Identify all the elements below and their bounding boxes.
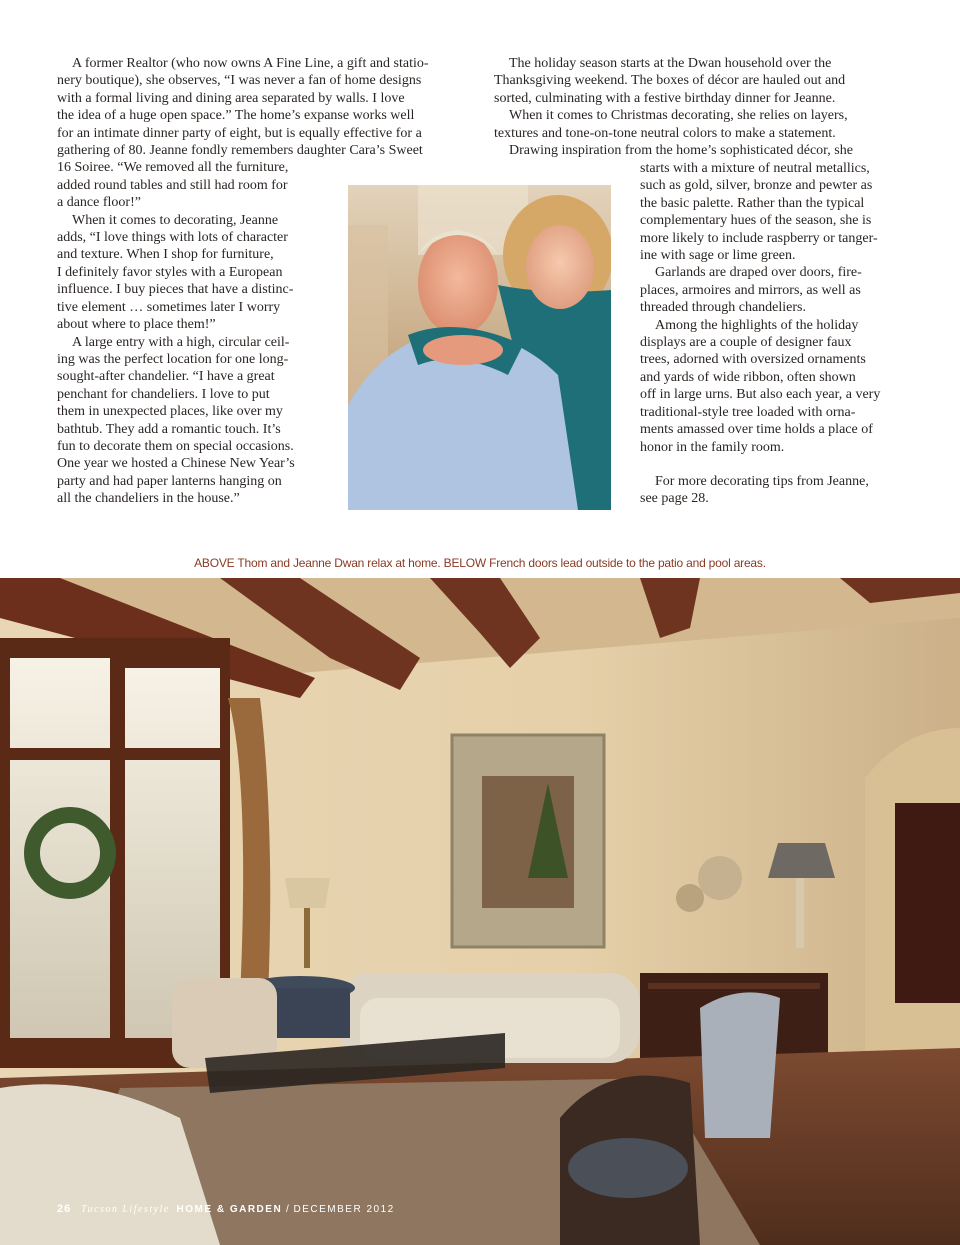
text-line: off in large urns. But also each year, a very (640, 387, 881, 403)
text-line: all the chandeliers in the house.” (57, 491, 240, 507)
text-line: party and had paper lanterns hanging on (57, 473, 282, 489)
article-right-column-top (494, 55, 904, 159)
text-line: about where to place them!” (57, 317, 216, 333)
text-line: sought-after chandelier. “I have a great (57, 369, 275, 385)
paragraph-highlights (640, 317, 906, 456)
text-line: added round tables and still had room for (57, 177, 288, 193)
paragraph-holiday-season (494, 55, 904, 107)
text-line: see page 28. (640, 491, 709, 507)
text-line: ing was the perfect location for one long- (57, 351, 289, 367)
text-line: the basic palette. Rather than the typical (640, 195, 865, 211)
text-line: adds, “I love things with lots of character (57, 230, 288, 246)
paragraph-garlands (640, 264, 906, 316)
text-line: honor in the family room. (640, 439, 785, 455)
text-line: threaded through chandeliers. (640, 300, 806, 316)
text-line: One year we hosted a Chinese New Year’s (57, 456, 295, 472)
paragraph-inspiration-start (494, 142, 904, 159)
text-line: Drawing inspiration from the home’s sophisticated décor, she (509, 143, 853, 159)
text-line: gathering of 80. Jeanne fondly remembers daughter Cara’s Sweet (57, 143, 423, 159)
text-line: fun to decorate them on special occasions. (57, 438, 294, 454)
text-line: displays are a couple of designer faux (640, 335, 852, 351)
text-line: with a formal living and dining area separated by walls. I love (57, 90, 405, 106)
text-line: tive element … sometimes later I worry (57, 299, 281, 315)
text-line: and texture. When I shop for furniture, (57, 247, 274, 263)
magazine-name-script: Tucson Lifestyle (81, 1204, 170, 1215)
text-line: complementary hues of the season, she is (640, 213, 872, 229)
couple-portrait-photo (348, 185, 611, 510)
text-line: Thanksgiving weekend. The boxes of décor are hauled out and (494, 73, 846, 89)
text-line: trees, adorned with oversized ornaments (640, 352, 866, 368)
magazine-name-caps: HOME & GARDEN (176, 1204, 283, 1215)
paragraph-christmas (494, 107, 904, 142)
portrait-illustration (348, 185, 611, 510)
living-room-photo (0, 578, 960, 1245)
text-line: When it comes to decorating, Jeanne (72, 212, 279, 228)
text-line: ine with sage or lime green. (640, 248, 796, 264)
paragraph-more-tips (640, 473, 906, 508)
text-line: The holiday season starts at the Dwan household over the (509, 56, 832, 71)
text-line: for an intimate dinner party of eight, but is equally effective for a (57, 125, 422, 141)
text-line: For more decorating tips from Jeanne, (655, 473, 869, 489)
paragraph-inspiration-cont (640, 160, 906, 264)
page-number: 26 (57, 1203, 72, 1215)
text-line: I definitely favor styles with a European (57, 264, 283, 280)
text-line: nery boutique), she observes, “I was never a fan of home designs (57, 73, 422, 89)
text-line: A large entry with a high, circular ceil- (72, 334, 290, 350)
text-line: such as gold, silver, bronze and pewter as (640, 178, 873, 194)
text-line: and yards of wide ribbon, often shown (640, 369, 856, 385)
text-line: more likely to include raspberry or tanger- (640, 230, 878, 246)
text-line: a dance floor!” (57, 195, 141, 211)
text-line: textures and tone-on-tone neutral colors to make a statement. (494, 125, 836, 141)
text-line: influence. I buy pieces that have a distinc- (57, 282, 294, 298)
text-line: them in unexpected places, like over my (57, 404, 283, 420)
footer-separator: / (285, 1204, 290, 1215)
text-line: ments amassed over time holds a place of (640, 422, 873, 438)
text-line: starts with a mixture of neutral metallics, (640, 161, 870, 176)
text-line: penchant for chandeliers. I love to put (57, 386, 270, 402)
text-line: Among the highlights of the holiday (655, 317, 859, 333)
text-line: the idea of a huge open space.” The home’s expanse works well (57, 108, 415, 124)
living-room-illustration (0, 578, 960, 1245)
text-line: bathtub. They add a romantic touch. It’s (57, 421, 281, 437)
text-line: 16 Soiree. “We removed all the furniture, (57, 160, 289, 176)
article-right-column-bottom (640, 160, 906, 508)
text-line: places, armoires and mirrors, as well as (640, 282, 861, 298)
issue-date: DECEMBER 2012 (293, 1204, 395, 1215)
text-line: traditional-style tree loaded with orna- (640, 404, 856, 420)
text-line: sorted, culminating with a festive birthday dinner for Jeanne. (494, 90, 836, 106)
page-footer (57, 1203, 395, 1215)
photo-caption: ABOVE Thom and Jeanne Dwan relax at home. BELOW French doors lead outside to the patio and pool areas. (194, 556, 766, 570)
text-line: A former Realtor (who now owns A Fine Line, a gift and statio- (72, 56, 429, 71)
text-line: When it comes to Christmas decorating, she relies on layers, (509, 108, 848, 124)
text-line: Garlands are draped over doors, fire- (655, 265, 862, 281)
